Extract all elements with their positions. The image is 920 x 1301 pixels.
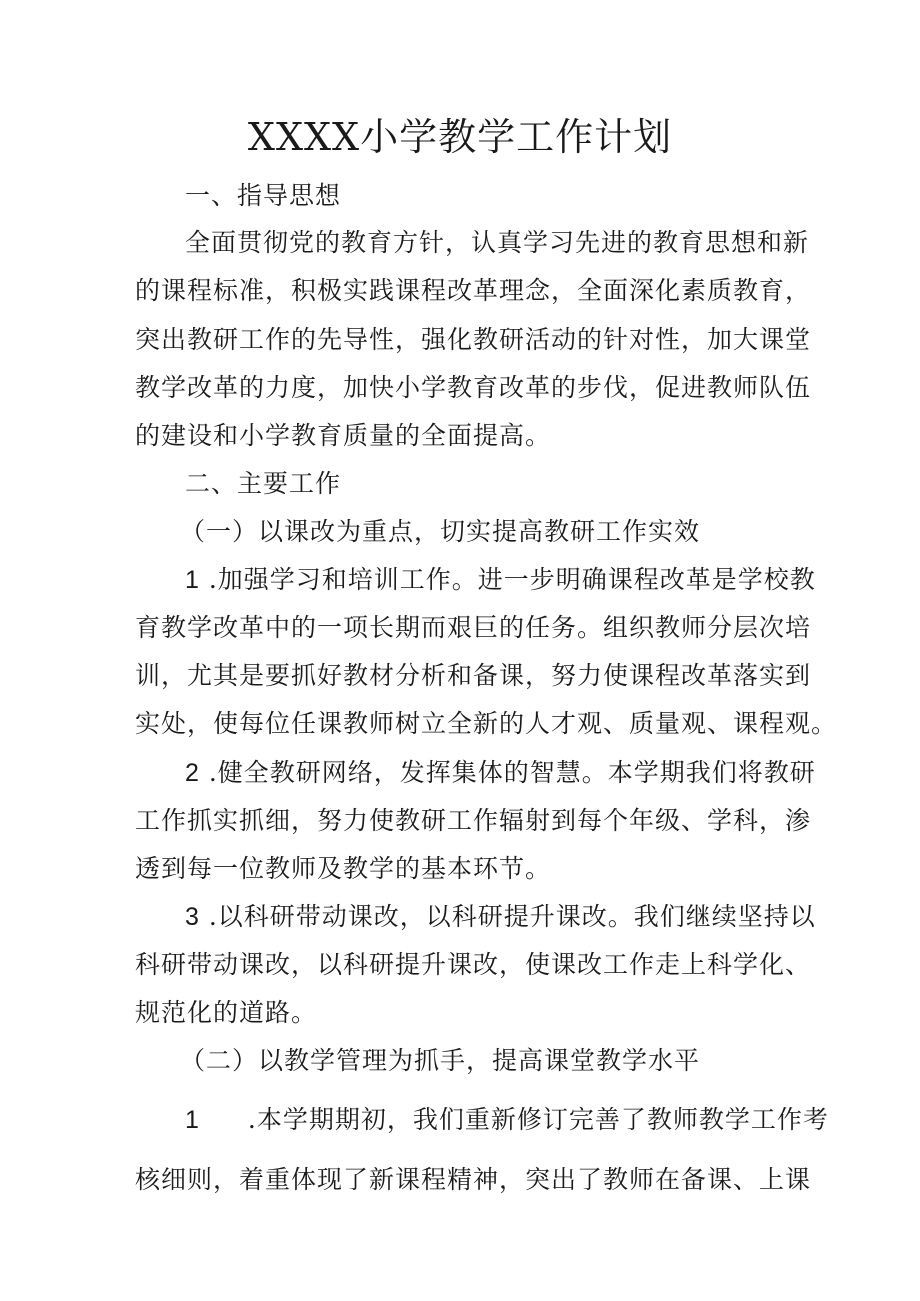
paragraph-line: 科研带动课改，以科研提升课改，使课改工作走上科学化、	[135, 950, 812, 979]
item-number: 3	[185, 903, 200, 931]
paragraph-line: 突出教研工作的先导性，强化教研活动的针对性，加大课堂	[135, 325, 812, 354]
paragraph-line: 育教学改革中的一项长期而艰巨的任务。组织教师分层次培	[135, 613, 812, 642]
paragraph-line: 的课程标准，积极实践课程改革理念，全面深化素质教育，	[135, 276, 812, 305]
section-heading-guiding-thought: 一、指导思想	[185, 181, 342, 210]
item-text: .健全教研网络，发挥集体的智慧。本学期我们将教研	[208, 758, 816, 787]
paragraph-line: 核细则，着重体现了新课程精神，突出了教师在备课、上课	[135, 1165, 812, 1194]
list-item-first-line	[185, 899, 816, 935]
list-item-first-line	[185, 755, 816, 791]
list-item-first-line	[185, 1102, 829, 1138]
paragraph-line: 全面贯彻党的教育方针，认真学习先进的教育思想和新	[185, 228, 810, 257]
subsection-heading-1: （一）以课改为重点，切实提高教研工作实效	[180, 517, 701, 546]
paragraph-line: 训，尤其是要抓好教材分析和备课，努力使课程改革落实到	[135, 661, 812, 690]
item-text: .加强学习和培训工作。进一步明确课程改革是学校教	[208, 565, 816, 594]
paragraph-line: 实处，使每位任课教师树立全新的人才观、质量观、课程观。	[135, 709, 838, 738]
paragraph-line: 教学改革的力度，加快小学教育改革的步伐，促进教师队伍	[135, 373, 812, 402]
item-number: 2	[185, 759, 200, 787]
paragraph-line: 工作抓实抓细，努力使教研工作辐射到每个年级、学科，渗	[135, 806, 812, 835]
section-heading-main-work: 二、主要工作	[185, 469, 342, 498]
list-item-first-line	[185, 562, 816, 598]
item-number: 1	[185, 1106, 200, 1134]
paragraph-line: 规范化的道路。	[135, 998, 318, 1027]
item-text: .以科研带动课改，以科研提升课改。我们继续坚持以	[208, 902, 816, 931]
subsection-heading-2: （二）以教学管理为抓手，提高课堂教学水平	[180, 1046, 701, 1075]
paragraph-line: 的建设和小学教育质量的全面提高。	[135, 421, 552, 450]
paragraph-line: 透到每一位教师及教学的基本环节。	[135, 854, 552, 883]
item-number: 1	[185, 566, 200, 594]
document-title: XXXX小学教学工作计划	[247, 115, 673, 159]
item-text: .本学期期初，我们重新修订完善了教师教学工作考	[247, 1105, 829, 1134]
